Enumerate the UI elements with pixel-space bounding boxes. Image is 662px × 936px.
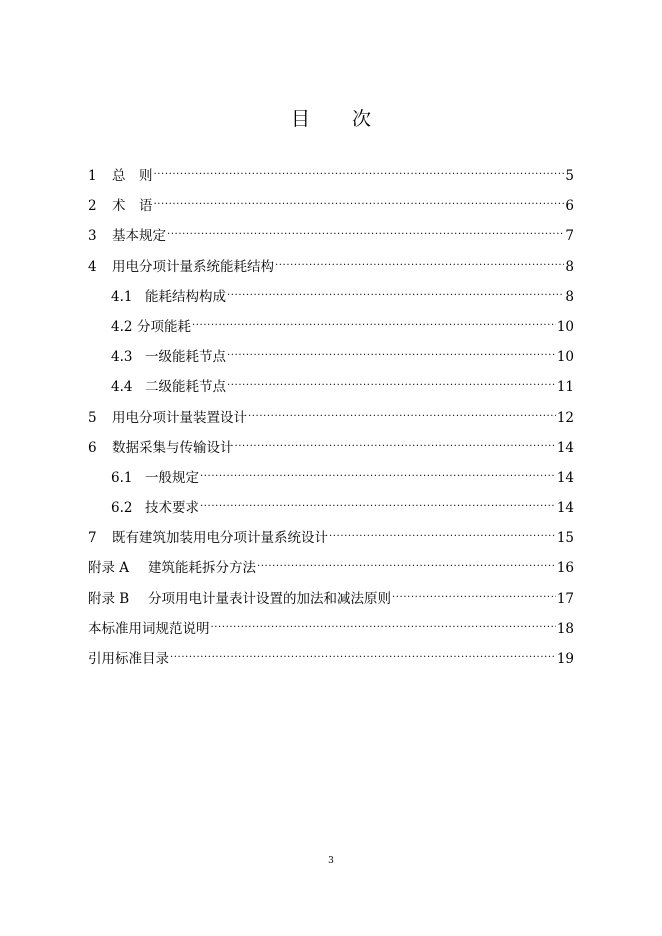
toc-entry-6-2[interactable] [88, 498, 574, 528]
toc-entry-referenced-standards[interactable] [88, 649, 574, 679]
toc-entry-title: 基本规定 [112, 228, 166, 245]
toc-entry-page: 11 [556, 379, 574, 396]
toc-entry-page: 14 [556, 439, 574, 456]
toc-entry-title: 总 则 [112, 168, 153, 184]
toc-entry-page: 10 [556, 349, 574, 366]
toc-entry-number: 6.1 [111, 469, 133, 486]
toc-entry-page: 8 [565, 288, 574, 305]
toc-entry-title: 一级能耗节点 [145, 349, 226, 366]
toc-entry-number: 4.3 [111, 349, 133, 366]
toc-entry-wording-explanation[interactable] [88, 619, 574, 649]
toc-entry-page: 5 [565, 168, 574, 184]
toc-entry-page: 19 [556, 651, 574, 667]
toc-entry-6-1[interactable] [88, 468, 574, 498]
toc-entry-3[interactable] [88, 226, 574, 256]
toc-entry-page: 8 [565, 258, 574, 275]
toc-entry-title: 数据采集与传输设计 [112, 439, 234, 456]
toc-entry-number: 4.2 [111, 318, 133, 335]
toc-entry-page: 15 [556, 530, 574, 547]
toc-entry-4-4[interactable] [88, 377, 574, 407]
toc-entry-page: 14 [556, 469, 574, 486]
toc-entry-number: 附录 A [88, 560, 130, 577]
toc-dot-leader [248, 410, 556, 424]
toc-entry-page: 12 [556, 409, 574, 426]
toc-entry-number: 5 [88, 409, 97, 426]
toc-entry-title: 本标准用词规范说明 [88, 620, 210, 637]
toc-entry-number: 3 [88, 228, 97, 245]
toc-entry-title: 分项用电计量表计设置的加法和减法原则 [148, 590, 391, 607]
toc-dot-leader [275, 259, 564, 273]
toc-entry-page: 17 [556, 590, 574, 607]
toc-dot-leader [227, 349, 556, 363]
toc-entry-number: 2 [88, 198, 97, 215]
toc-entry-page: 6 [565, 198, 574, 215]
toc-entry-page: 16 [556, 560, 574, 577]
toc-entry-number: 6 [88, 439, 97, 456]
toc-entry-title: 引用标准目录 [88, 651, 169, 667]
toc-entry-1[interactable] [88, 166, 574, 196]
toc-dot-leader [211, 621, 556, 635]
toc-entry-number: 4.1 [111, 288, 133, 305]
toc-entry-title: 一般规定 [145, 469, 199, 486]
toc-entry-page: 10 [556, 318, 574, 335]
toc-entry-title: 术 语 [112, 198, 153, 215]
toc-dot-leader [227, 289, 564, 303]
toc-entry-title: 既有建筑加装用电分项计量系统设计 [112, 530, 328, 547]
toc-entry-title: 能耗结构构成 [145, 288, 226, 305]
toc-entry-4-3[interactable] [88, 347, 574, 377]
toc-entry-number: 4.4 [111, 379, 133, 396]
table-of-contents [88, 166, 574, 679]
toc-entry-number: 1 [88, 168, 97, 184]
toc-entry-appendix-a[interactable] [88, 558, 574, 588]
page-number: 3 [328, 856, 334, 866]
toc-entry-4-1[interactable] [88, 287, 574, 317]
toc-entry-5[interactable] [88, 408, 574, 438]
page-title: 目 次 [290, 108, 390, 130]
toc-dot-leader [257, 560, 556, 574]
toc-entry-title: 二级能耗节点 [145, 379, 226, 396]
toc-entry-4[interactable] [88, 257, 574, 287]
toc-entry-title: 分项能耗 [137, 318, 191, 335]
toc-entry-number: 6.2 [111, 500, 133, 517]
toc-entry-number: 附录 B [88, 590, 130, 607]
toc-entry-page: 14 [556, 500, 574, 517]
toc-dot-leader [154, 198, 565, 212]
toc-dot-leader [200, 500, 556, 514]
toc-dot-leader [192, 319, 556, 333]
toc-entry-number: 4 [88, 258, 97, 275]
toc-dot-leader [170, 651, 556, 665]
toc-dot-leader [167, 228, 564, 242]
toc-entry-page: 18 [556, 620, 574, 637]
toc-entry-title: 技术要求 [145, 500, 199, 517]
toc-entry-number: 7 [88, 530, 97, 547]
toc-entry-title: 用电分项计量装置设计 [112, 409, 247, 426]
toc-dot-leader [227, 379, 556, 393]
toc-entry-appendix-b[interactable] [88, 589, 574, 619]
toc-entry-page: 7 [565, 228, 574, 245]
toc-entry-title: 用电分项计量系统能耗结构 [112, 258, 274, 275]
toc-dot-leader [235, 440, 556, 454]
toc-entry-7[interactable] [88, 528, 574, 558]
toc-entry-4-2[interactable] [88, 317, 574, 347]
toc-entry-title: 建筑能耗拆分方法 [148, 560, 256, 577]
toc-dot-leader [329, 530, 556, 544]
toc-entry-6[interactable] [88, 438, 574, 468]
toc-dot-leader [200, 470, 556, 484]
toc-entry-2[interactable] [88, 196, 574, 226]
toc-dot-leader [154, 168, 565, 182]
toc-dot-leader [392, 591, 556, 605]
